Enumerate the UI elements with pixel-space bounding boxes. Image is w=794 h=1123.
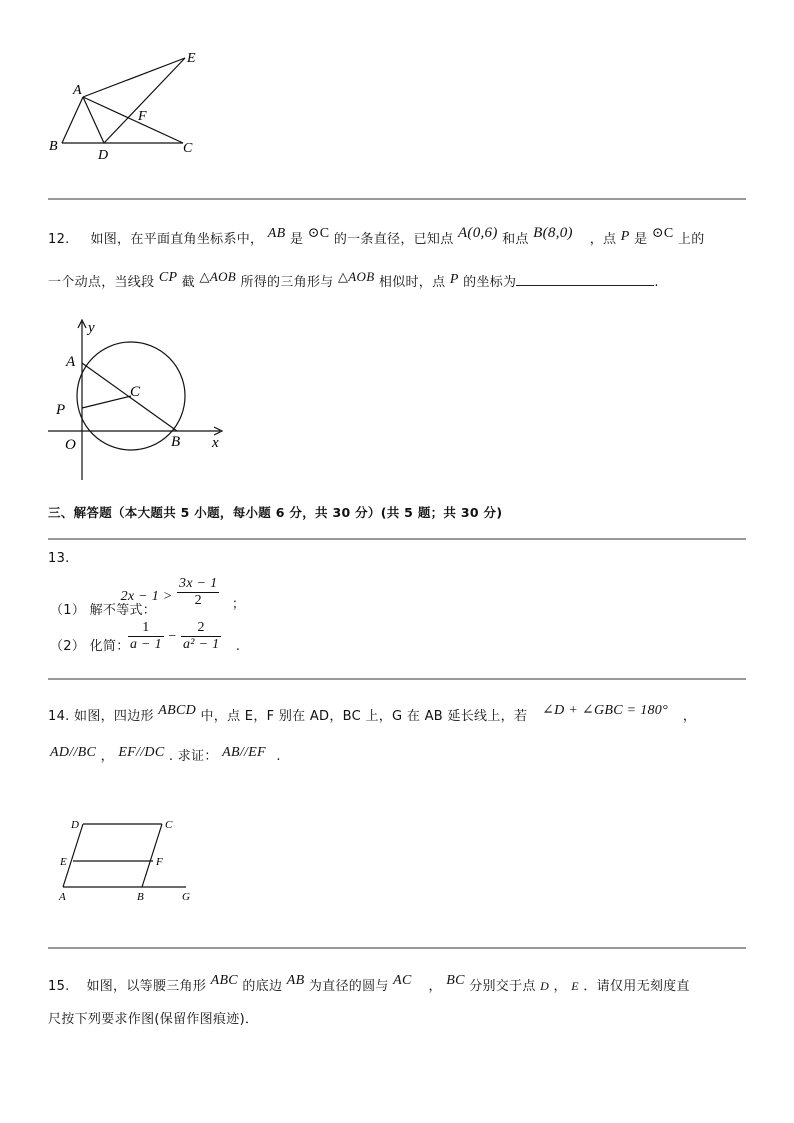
q14-number: 14. <box>48 709 70 724</box>
label-D: D <box>98 148 109 163</box>
q12-line1: 12. 如图，在平面直角坐标系中， AB 是 ⊙C 的一条直径，已知点 A(0,6) 和点 B(8,0) ，点 P 是 ⊙C 上的 <box>48 225 705 247</box>
q12-line2: 一个动点，当线段 CP 截 △AOB 所得的三角形与 △AOB 相似时，点 P 的坐标为 . <box>48 269 659 290</box>
q12-number: 12. <box>48 232 70 247</box>
segment-PC <box>82 396 131 408</box>
q15-number: 15. <box>48 979 70 994</box>
fraction-3x-1-over-2: $\frac{3x - 1}{2}$ <box>179 576 218 608</box>
label-B: B <box>49 139 58 154</box>
label-D: D <box>71 819 79 831</box>
label-C: C <box>165 819 173 831</box>
segment-AC <box>83 97 183 143</box>
segment-DE <box>104 58 185 143</box>
label-A: A <box>66 354 76 370</box>
label-B: B <box>137 891 144 903</box>
divider-3 <box>48 678 746 680</box>
q15-line2: 尺按下列要求作图(保留作图痕迹)． <box>48 1012 259 1027</box>
label-x: x <box>212 435 219 451</box>
label-C: C <box>130 384 141 400</box>
label-A: A <box>73 83 82 98</box>
figure-q14 <box>52 810 202 910</box>
label-F: F <box>138 109 147 124</box>
label-B: B <box>171 434 181 450</box>
label-P: P <box>56 402 66 418</box>
divider-2 <box>48 538 746 540</box>
q13-part1: （1） 解不等式： 2x − 1 > $\frac{3x - 1}{2}$ ； <box>50 576 246 618</box>
figure-q11 <box>40 40 220 165</box>
fraction-1-over-a-1: $\frac{1}{a - 1}$ <box>129 620 162 652</box>
divider-4 <box>48 947 746 949</box>
label-G: G <box>182 891 190 903</box>
answer-blank-q12[interactable] <box>516 271 654 286</box>
figure-q12 <box>44 318 234 484</box>
label-y: y <box>88 320 95 336</box>
q15-line1: 15. 如图，以等腰三角形 ABC 的底边 AB 为直径的圆与 AC ， BC 分别交于点 D ， E ．请仅用无刻度直 <box>48 973 690 994</box>
q13-part2: （2） 化简： $\frac{1}{a - 1}$ − $\frac{2}{\text{a² − 1}}$ . <box>50 620 241 654</box>
section-3-heading: 三、解答题（本大题共 5 小题，每小题 6 分，共 30 分）(共 5 题；共 30 分) <box>48 505 503 520</box>
label-E: E <box>187 51 196 66</box>
segment-AD <box>83 97 104 143</box>
label-C: C <box>183 141 193 156</box>
label-O: O <box>65 437 76 453</box>
segment-AE <box>83 58 185 97</box>
label-A: A <box>59 891 66 903</box>
q13-number: 13. <box>48 551 70 566</box>
q14-line1: 14. 如图，四边形 ABCD 中，点 E，F 别在 AD，BC 上，G 在 AB 延长线上，若 ∠D + ∠GBC = 180° ， <box>48 703 697 724</box>
label-F: F <box>156 856 163 868</box>
fraction-2-over-a2-1: $\frac{2}{\text{a² − 1}}$ <box>182 620 220 652</box>
q14-line2: AD//BC ， EF//DC . 求证： AB//EF . <box>50 745 281 764</box>
divider-1 <box>48 198 746 200</box>
segment-AB <box>62 97 83 143</box>
label-E: E <box>60 856 67 868</box>
